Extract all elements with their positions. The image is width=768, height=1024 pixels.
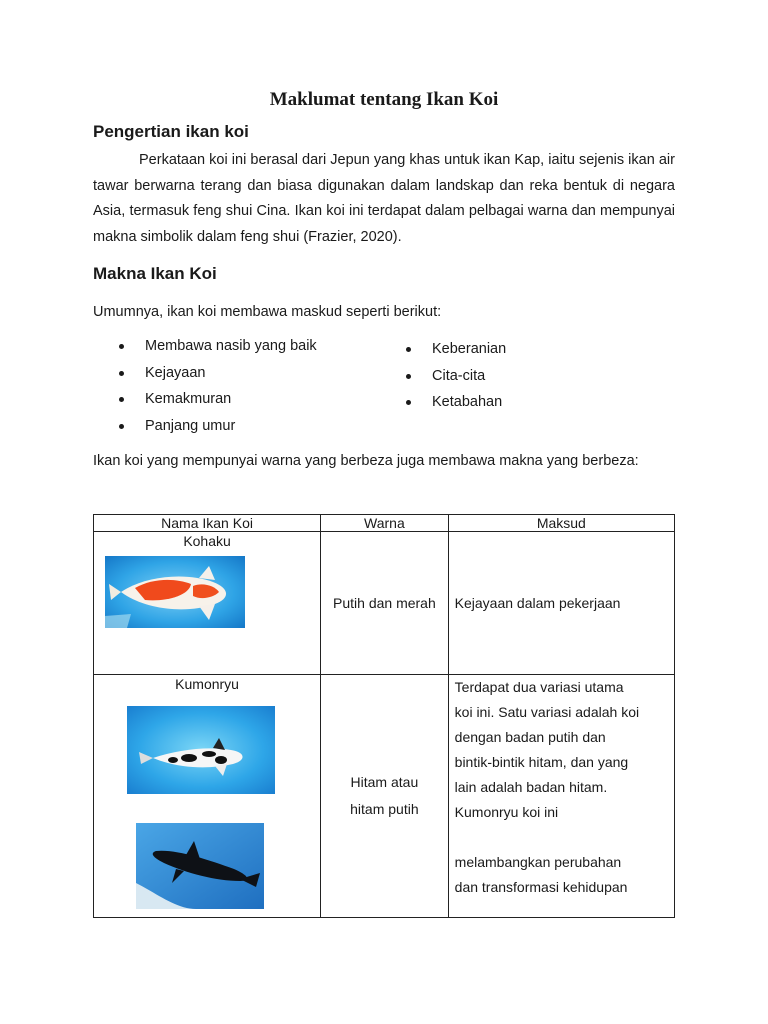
table-header-row bbox=[94, 515, 675, 532]
koi-color-cell bbox=[321, 675, 449, 918]
koi-name: Kohaku bbox=[183, 533, 231, 549]
kumonryu-black-koi-photo bbox=[136, 823, 264, 909]
koi-name-cell bbox=[94, 675, 321, 918]
koi-name: Kumonryu bbox=[175, 676, 239, 692]
meaning-line: Terdapat dua variasi utama bbox=[454, 679, 624, 695]
kumonryu-white-koi-photo bbox=[127, 706, 275, 794]
header-name: Nama Ikan Koi bbox=[94, 515, 321, 532]
table-row bbox=[94, 675, 675, 918]
list-item: Membawa nasib yang baik bbox=[119, 333, 317, 360]
list-item: Kejayaan bbox=[119, 360, 317, 387]
koi-table bbox=[93, 514, 675, 918]
koi-meaning-cell bbox=[448, 675, 674, 918]
list-item: Ketabahan bbox=[406, 389, 506, 416]
meaning-line: koi ini. Satu variasi adalah koi bbox=[454, 704, 640, 720]
meaning-line: dengan badan putih dan bbox=[454, 729, 606, 745]
meaning-spacer bbox=[455, 825, 674, 850]
koi-color-cell: Putih dan merah bbox=[321, 532, 449, 675]
section-heading-meaning: Makna Ikan Koi bbox=[93, 264, 217, 283]
meaning-line: Kumonryu koi ini bbox=[454, 804, 559, 820]
meaning-line: dan transformasi kehidupan bbox=[454, 879, 628, 895]
koi-color-line: Hitam atau bbox=[350, 774, 419, 790]
definition-paragraph: Perkataan koi ini berasal dari Jepun yang khas untuk ikan Kap, iaitu sejenis ikan air tawar berwarna terang dan biasa digunakan dalam landskap dan reka bentuk di negara Asia, termasuk feng shui Cina. Ikan koi ini terdapat dalam pelbagai warna dan mempunyai makna simbolik dalam feng shui (Frazier, 2020). bbox=[93, 152, 675, 245]
bullet-column-right bbox=[406, 336, 506, 416]
list-item: Cita-cita bbox=[406, 363, 506, 390]
koi-color-line: hitam putih bbox=[350, 801, 419, 817]
koi-name-cell bbox=[94, 532, 321, 675]
header-meaning: Maksud bbox=[448, 515, 674, 532]
meaning-line: melambangkan perubahan bbox=[454, 854, 622, 870]
bullet-column-left bbox=[119, 333, 317, 440]
list-item: Keberanian bbox=[406, 336, 506, 363]
meaning-line: lain adalah badan hitam. bbox=[454, 779, 608, 795]
document-title: Maklumat tentang Ikan Koi bbox=[269, 89, 499, 110]
kohaku-koi-photo bbox=[105, 556, 245, 628]
table-row bbox=[94, 532, 675, 675]
koi-meaning-cell: Kejayaan dalam pekerjaan bbox=[448, 532, 674, 675]
meaning-line: bintik-bintik hitam, dan yang bbox=[454, 754, 629, 770]
header-color: Warna bbox=[321, 515, 449, 532]
list-item: Kemakmuran bbox=[119, 386, 317, 413]
document-page bbox=[93, 86, 675, 895]
meaning-bullet-list bbox=[93, 333, 675, 437]
meaning-intro: Umumnya, ikan koi membawa maskud seperti berikut: bbox=[93, 304, 442, 320]
list-item: Panjang umur bbox=[119, 413, 317, 440]
color-meaning-paragraph: Ikan koi yang mempunyai warna yang berbeza juga membawa makna yang berbeza: bbox=[93, 453, 639, 469]
section-heading-definition: Pengertian ikan koi bbox=[93, 122, 249, 141]
